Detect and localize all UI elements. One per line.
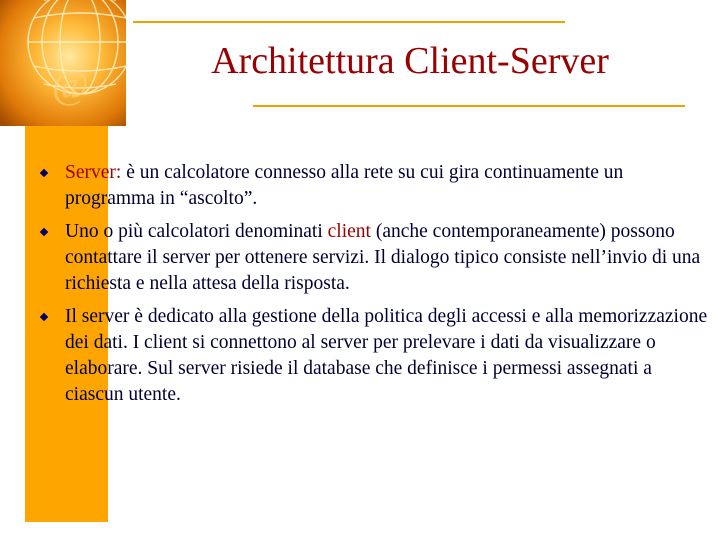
title-rule-top xyxy=(133,21,565,23)
slide-title: Architettura Client-Server xyxy=(211,40,609,82)
bullet-list xyxy=(40,160,710,415)
term-server: Server: xyxy=(65,162,122,183)
title-rule-bottom xyxy=(253,105,685,107)
bullet-text: è un calcolatore connesso alla rete su cui gira continuamente un programma in “ascolto”. xyxy=(65,162,624,209)
diamond-bullet-icon xyxy=(40,169,48,177)
bullet-text-before: Uno o più calcolatori denominati xyxy=(65,221,328,242)
bullet-text-after: (anche contemporaneamente) possono contattare il server per ottenere servizi. Il dialogo tipico consiste nell’invio di una richiesta e nella attesa della risposta. xyxy=(65,221,701,294)
bullet-text: Il server è dedicato alla gestione della politica degli accessi e alla memorizzazione dei dati. I client si connettono al server per prelevare i dati da visualizzare o elaborare. Sul server risiede il database che definisce i permessi assegnati a ciascun utente. xyxy=(65,306,708,405)
bullet-item-server-role xyxy=(40,304,710,408)
term-client: client xyxy=(327,221,371,242)
diamond-bullet-icon xyxy=(40,313,48,321)
bullet-item-server xyxy=(40,160,710,212)
diamond-bullet-icon xyxy=(40,228,48,236)
bullet-item-client xyxy=(40,219,710,297)
svg-text:@: @ xyxy=(52,62,89,107)
globe-at-sign-image xyxy=(0,0,126,126)
